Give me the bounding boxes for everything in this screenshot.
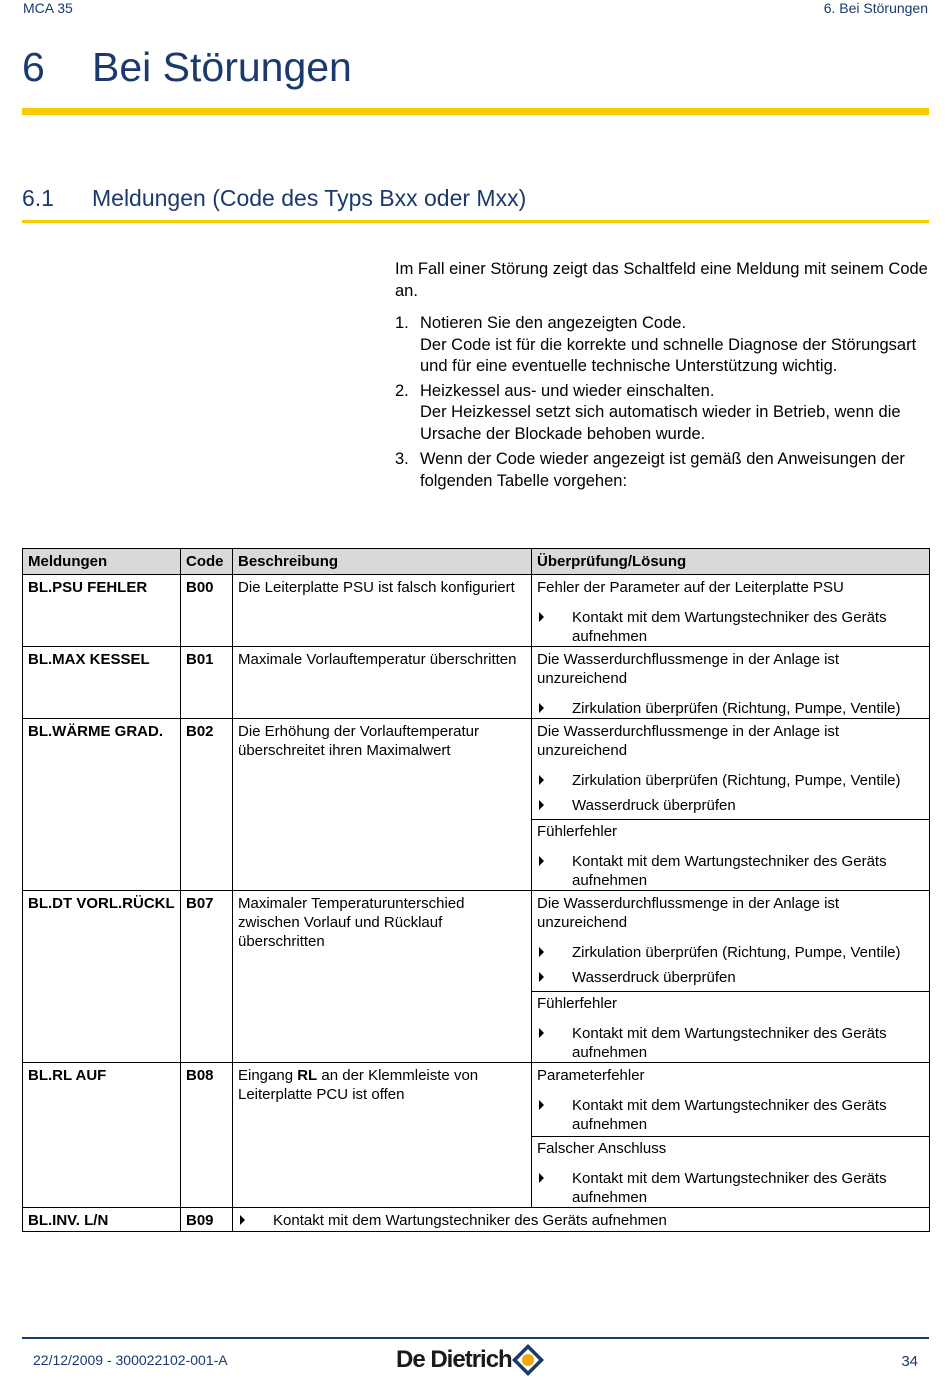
- footer-rule: [22, 1337, 929, 1339]
- solution-block: [532, 650, 929, 718]
- arrow-icon: [539, 1028, 544, 1038]
- arrow-icon: [539, 1100, 544, 1110]
- cell-description: Maximaler Temperaturunterschied zwischen Vorlauf und Rücklauf überschritten: [233, 891, 532, 1063]
- bullet-text: Kontakt mit dem Wartungstechniker des Geräts aufnehmen: [572, 1097, 887, 1133]
- cell-meldung: BL.WÄRME GRAD.: [23, 719, 181, 891]
- cell-code: B01: [181, 647, 233, 719]
- cell-meldung: BL.DT VORL.RÜCKL: [23, 891, 181, 1063]
- cell-solution: [532, 1063, 930, 1208]
- cell-meldung: BL.MAX KESSEL: [23, 647, 181, 719]
- solution-title: Fühlerfehler: [537, 995, 618, 1012]
- table-header-row: [23, 549, 930, 575]
- header-doc-name: MCA 35: [23, 0, 73, 16]
- chapter-rule: [22, 108, 929, 115]
- bullet-text: Zirkulation überprüfen (Richtung, Pumpe, Ventile): [572, 700, 901, 717]
- brand-logo: [396, 1343, 547, 1377]
- step-item: [395, 449, 935, 492]
- solution-block: [532, 991, 929, 1062]
- solution-title: Die Wasserdurchflussmenge in der Anlage ist unzureichend: [537, 895, 840, 931]
- solution-block: [532, 1066, 929, 1134]
- cell-code: B07: [181, 891, 233, 1063]
- solution-bullet: [537, 1169, 924, 1207]
- step-item: [395, 313, 935, 378]
- solution-bullet: [537, 968, 924, 987]
- bullet-text: Kontakt mit dem Wartungstechniker des Geräts aufnehmen: [572, 1170, 887, 1206]
- section-rule: [22, 220, 929, 223]
- arrow-icon: [539, 947, 544, 957]
- solution-bullet: [537, 1096, 924, 1134]
- table-row: [23, 647, 930, 719]
- arrow-icon: [539, 703, 544, 713]
- arrow-icon: [539, 800, 544, 810]
- cell-description: Maximale Vorlauftemperatur überschritten: [233, 647, 532, 719]
- section-title: [22, 185, 526, 212]
- column-header-meldungen: Meldungen: [23, 549, 181, 575]
- footer-doc-ref: 22/12/2009 - 300022102-001-A: [33, 1352, 228, 1368]
- desc-bold: RL: [297, 1067, 318, 1084]
- cell-meldung: BL.INV. L/N: [23, 1208, 181, 1232]
- solution-title: Parameterfehler: [537, 1067, 645, 1084]
- bullet-text: Zirkulation überprüfen (Richtung, Pumpe, Ventile): [572, 772, 901, 789]
- cell-meldung: BL.PSU FEHLER: [23, 575, 181, 647]
- solution-bullet: [238, 1211, 924, 1230]
- arrow-icon: [539, 856, 544, 866]
- table-row: [23, 719, 930, 891]
- cell-code: B02: [181, 719, 233, 891]
- bullet-text: Zirkulation überprüfen (Richtung, Pumpe, Ventile): [572, 944, 901, 961]
- bullet-text: Wasserdruck überprüfen: [572, 969, 736, 986]
- cell-code: B09: [181, 1208, 233, 1232]
- cell-solution: [233, 1208, 930, 1232]
- bullet-text: Kontakt mit dem Wartungstechniker des Geräts aufnehmen: [572, 1025, 887, 1061]
- table-row: [23, 891, 930, 1063]
- step-number: 2.: [395, 381, 409, 400]
- column-header-code: Code: [181, 549, 233, 575]
- section-title-text: Meldungen (Code des Typs Bxx oder Mxx): [92, 185, 527, 211]
- arrow-icon: [539, 972, 544, 982]
- bullet-text: Kontakt mit dem Wartungstechniker des Geräts aufnehmen: [572, 853, 887, 889]
- solution-bullet: [537, 796, 924, 815]
- solution-bullet: [537, 852, 924, 890]
- table-row: [23, 1063, 930, 1208]
- step-list: [395, 313, 935, 492]
- table-row: [23, 1208, 930, 1232]
- cell-code: B08: [181, 1063, 233, 1208]
- fault-table: [22, 548, 930, 1232]
- step-text: Wenn der Code wieder angezeigt ist gemäß den Anweisungen der folgenden Tabelle vorgehen:: [420, 450, 905, 490]
- bullet-text: Kontakt mit dem Wartungstechniker des Geräts aufnehmen: [273, 1212, 667, 1229]
- solution-title: Die Wasserdurchflussmenge in der Anlage ist unzureichend: [537, 723, 840, 759]
- column-header-loesung: Überprüfung/Lösung: [532, 549, 930, 575]
- column-header-beschreibung: Beschreibung: [233, 549, 532, 575]
- bullet-text: Kontakt mit dem Wartungstechniker des Geräts aufnehmen: [572, 609, 887, 645]
- diamond-logo-icon: [509, 1341, 547, 1379]
- solution-bullet: [537, 608, 924, 646]
- arrow-icon: [539, 1173, 544, 1183]
- solution-bullet: [537, 699, 924, 718]
- desc-post: an der Klemmleiste von Leiterplatte PCU ist offen: [238, 1067, 479, 1103]
- cell-description: [233, 1063, 532, 1208]
- bullet-text: Wasserdruck überprüfen: [572, 797, 736, 814]
- cell-description: Die Erhöhung der Vorlauftemperatur überschreitet ihren Maximalwert: [233, 719, 532, 891]
- solution-title: Fühlerfehler: [537, 823, 618, 840]
- solution-block: [532, 894, 929, 987]
- solution-bullet: [537, 1024, 924, 1062]
- step-item: [395, 381, 935, 446]
- step-detail: Der Code ist für die korrekte und schnelle Diagnose der Störungsart und für eine eventuelle technische Unterstützung wichtig.: [420, 335, 917, 375]
- desc-pre: Eingang: [238, 1067, 298, 1084]
- step-text: Heizkessel aus- und wieder einschalten.: [420, 381, 715, 400]
- cell-code: B00: [181, 575, 233, 647]
- header-chapter: 6. Bei Störungen: [823, 0, 928, 16]
- logo-text: De Dietrich: [396, 1346, 512, 1373]
- arrow-icon: [240, 1215, 245, 1225]
- page-number: 34: [901, 1353, 918, 1370]
- step-detail: Der Heizkessel setzt sich automatisch wieder in Betrieb, wenn die Ursache der Blockade behoben wurde.: [420, 403, 901, 443]
- chapter-number: 6: [22, 44, 45, 90]
- cell-description: Die Leiterplatte PSU ist falsch konfiguriert: [233, 575, 532, 647]
- step-text: Notieren Sie den angezeigten Code.: [420, 314, 687, 332]
- cell-solution: [532, 719, 930, 891]
- arrow-icon: [539, 612, 544, 622]
- step-number: 1.: [395, 314, 409, 332]
- step-number: 3.: [395, 450, 409, 468]
- solution-title: Falscher Anschluss: [537, 1140, 667, 1157]
- section-number: 6.1: [22, 185, 54, 211]
- chapter-title-text: Bei Störungen: [92, 44, 352, 90]
- solution-bullet: [537, 771, 924, 790]
- cell-solution: [532, 647, 930, 719]
- solution-block: [532, 722, 929, 815]
- arrow-icon: [539, 775, 544, 785]
- solution-block: [532, 1136, 929, 1207]
- solution-block: [532, 578, 929, 646]
- solution-bullet: [537, 943, 924, 962]
- solution-title: Die Wasserdurchflussmenge in der Anlage ist unzureichend: [537, 651, 840, 687]
- solution-title: Fehler der Parameter auf der Leiterplatte PSU: [537, 579, 844, 596]
- solution-block: [532, 819, 929, 890]
- table-row: [23, 575, 930, 647]
- cell-meldung: BL.RL AUF: [23, 1063, 181, 1208]
- cell-solution: [532, 575, 930, 647]
- chapter-title: [22, 44, 352, 91]
- intro-text: [395, 259, 935, 495]
- intro-paragraph: Im Fall einer Störung zeigt das Schaltfeld eine Meldung mit seinem Code an.: [395, 260, 928, 300]
- cell-solution: [532, 891, 930, 1063]
